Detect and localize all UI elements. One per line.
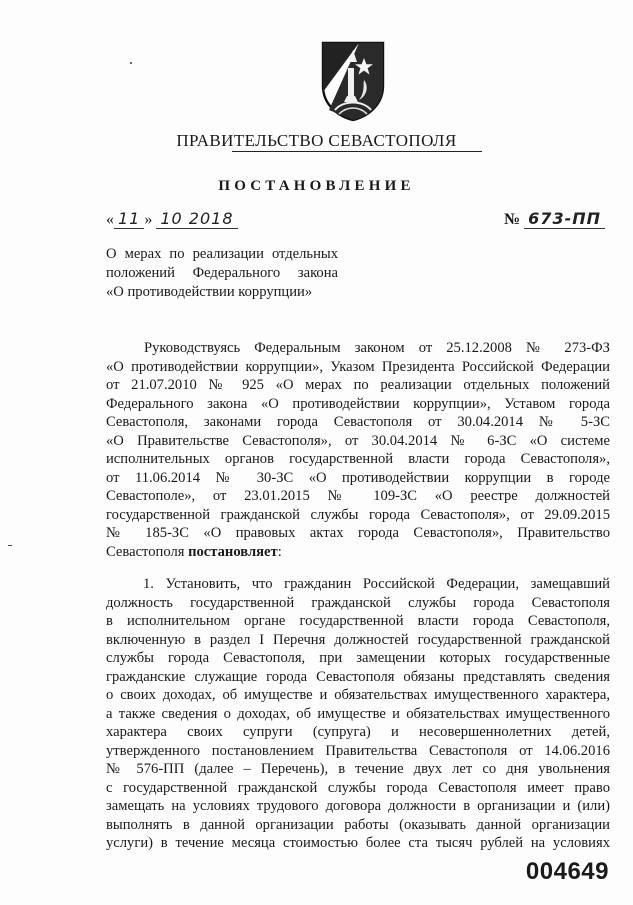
- item-1-line: замещать на условиях трудового договора должности в организации и (или): [106, 798, 610, 814]
- date-close-quote: »: [144, 211, 153, 228]
- scan-speck: [130, 62, 132, 64]
- government-name-underline: [232, 151, 482, 152]
- item-1-line: о своих доходах, об имуществе и обязательствах имущественного характера,: [106, 687, 610, 703]
- number-sign: №: [504, 211, 521, 228]
- item-1-line: службы города Севастополя, при замещении которых государственные: [106, 650, 610, 666]
- document-subject: [106, 245, 338, 302]
- form-serial-number: 004649: [525, 858, 609, 885]
- preamble-last-line-text: Севастополя: [106, 543, 189, 560]
- document-type-title: ПОСТАНОВЛЕНИЕ: [218, 178, 415, 194]
- preamble-paragraph: [106, 339, 610, 561]
- preamble-line: Руководствуясь Федеральным законом от 25.12.2008 № 273-ФЗ: [144, 340, 610, 356]
- date-day-handwritten: 11: [114, 209, 144, 229]
- item-1-line: 1. Установить, что гражданин Российской Федерации, замещавший: [143, 576, 610, 592]
- item-1-line: гражданские служащие города Севастополя обязаны представлять сведения: [106, 668, 610, 685]
- preamble-line: государственной гражданской службы города Севастополя», от 29.09.2015: [106, 506, 610, 523]
- date-open-quote: «: [106, 211, 114, 228]
- document-number: [504, 209, 605, 229]
- preamble-line: от 21.07.2010 № 925 «О мерах по реализации отдельных положений: [106, 377, 610, 393]
- item-1-line: № 576-ПП (далее – Перечень), в течение двух лет со дня увольнения: [106, 761, 610, 777]
- subject-line: О мерах по реализации отдельных: [106, 246, 338, 262]
- preamble-line: Федерального закона «О противодействии коррупции», Уставом города: [106, 395, 610, 412]
- preamble-line: исполнительных органов государственной власти города Севастополя»,: [106, 451, 610, 467]
- item-1-line: а также сведения о доходах, об имуществе и обязательствах имущественного: [106, 705, 610, 722]
- date-month-year-handwritten: 10 2018: [156, 209, 237, 229]
- item-1-line: утвержденного постановлением Правительства Севастополя от 14.06.2016: [106, 742, 610, 759]
- document-number-handwritten: 673-ПП: [524, 209, 605, 229]
- preamble-line: Севастополя, законами города Севастополя от 30.04.2014 № 5-ЗС: [106, 414, 610, 430]
- preamble-line: «О противодействии коррупции», Указом Президента Российской Федерации: [106, 358, 610, 375]
- item-1-line: услуги) в течение месяца стоимостью более ста тысяч рублей на условиях: [106, 835, 610, 851]
- document-date: [106, 209, 238, 229]
- subject-line: «О противодействии коррупции»: [106, 284, 313, 300]
- preamble-line: «О Правительстве Севастополя», от 30.04.2014 № 6-ЗС «О системе: [106, 432, 610, 449]
- item-1-line: в исполнительном органе государственной власти города Севастополя,: [106, 613, 610, 629]
- sevastopol-coat-of-arms-emblem: [319, 40, 387, 122]
- preamble-line: № 185-ЗС «О правовых актах города Севастополя», Правительство: [106, 525, 610, 541]
- item-1-line: выполнять в данной организации работы (оказывать данной организации: [106, 816, 610, 833]
- preamble-line: от 11.06.2014 № 30-ЗС «О противодействии коррупции в городе: [106, 469, 610, 486]
- item-1-line: должность государственной гражданской службы города Севастополя: [106, 594, 610, 611]
- margin-mark: [8, 545, 12, 546]
- item-1-line: с государственной гражданской службы города Севастополя имеет право: [106, 779, 610, 796]
- resolves-keyword: постановляет: [188, 543, 278, 560]
- item-1-line: характера своих супруги (супруга) и несовершеннолетних детей,: [106, 724, 610, 740]
- item-1-paragraph: [106, 575, 610, 853]
- government-name: ПРАВИТЕЛЬСТВО СЕВАСТОПОЛЯ: [176, 131, 457, 150]
- preamble-last-line: [106, 543, 610, 562]
- preamble-line: Севастополе», от 23.01.2015 № 109-ЗС «О реестре должностей: [106, 488, 610, 504]
- item-1-line: включенную в раздел I Перечня должностей государственной гражданской: [106, 631, 610, 648]
- subject-line: положений Федерального закона: [106, 265, 338, 281]
- preamble-colon: :: [277, 543, 282, 560]
